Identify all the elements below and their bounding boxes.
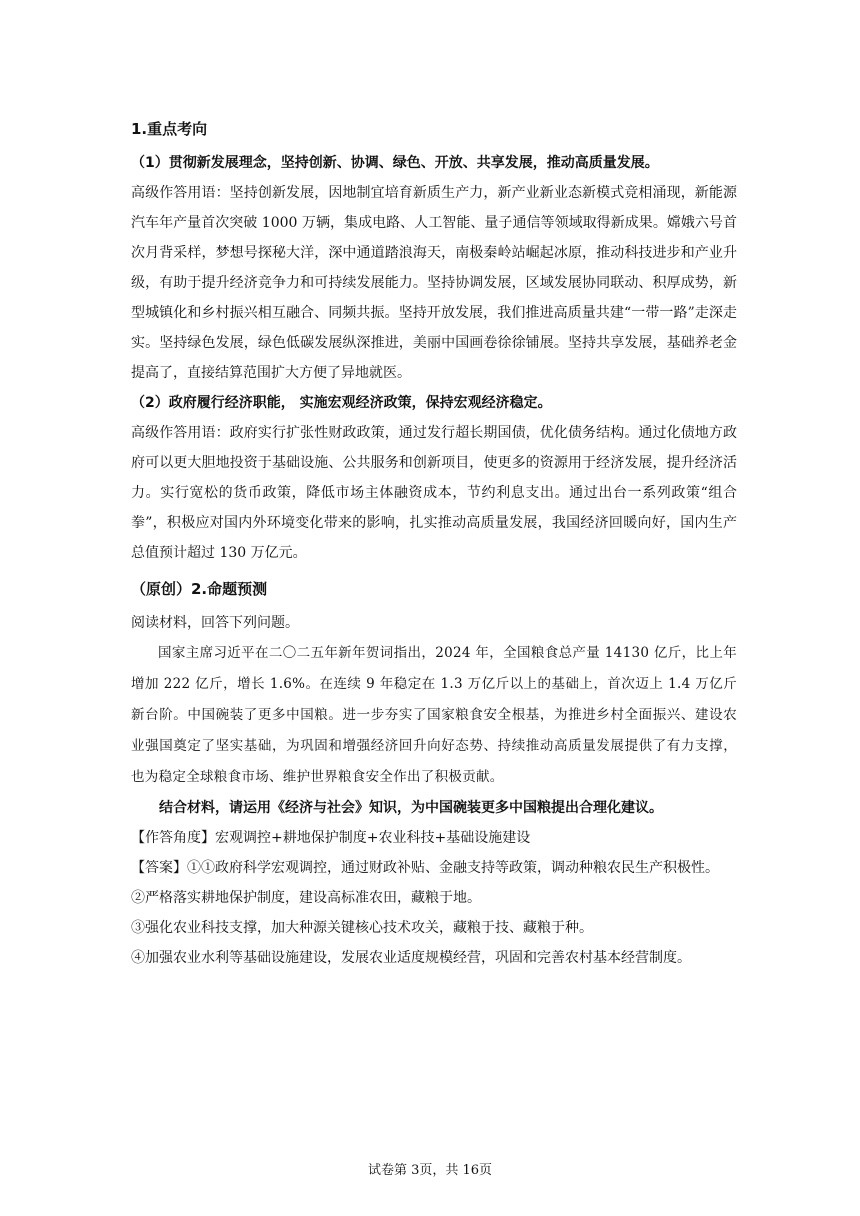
section1-title: 1.重点考向 [131,120,208,138]
answer-item-1: 【答案】①①政府科学宏观调控，通过财政补贴、金融支持等政策，调动种粮农民生产积极性。 [131,860,719,876]
material-text: 国家主席习近平在二〇二五年新年贺词指出，2024 年，全国粮食总产量 14130 亿斤，比上年增加 222 亿斤，增长 1.6%。在连续 9 年稳定在 1.3 万亿斤以上的基础上，首次迈上 1.4 万亿斤新台阶。中国碗装了更多中国粮。进一步夯实了国家粮食安全根基，为推进乡村全面振兴、建设农业强国奠定了坚实基础，为巩固和增强经济回升向好态势、持续推动高质量发展提供了有力支撑，也为稳定全球粮食市场、维护世界粮食安全作出了积极贡献。 [131,645,737,785]
page-footer: 试卷第 3页，共 16页 [367,1163,493,1178]
section2-title: （原创）2.命题预测 [131,580,268,598]
sub2-heading: （2）政府履行经济职能， 实施宏观经济政策，保持宏观经济稳定。 [131,395,552,411]
answer-item-4: ④加强农业水利等基础设施建设，发展农业适度规模经营，巩固和完善农村基本经营制度。 [131,950,691,966]
sub1-text: 高级作答用语：坚持创新发展，因地制宜培育新质生产力，新产业新业态新模式竞相涌现，新能源汽车年产量首次突破 1000 万辆，集成电路、人工智能、量子通信等领域取得新成果。嫦娥六号首次月背采样，梦想号探秘大洋，深中通道踏浪海天，南极秦岭站崛起冰原，推动科技进步和产业升级，有助于提升经济竞争力和可持续发展能力。坚持协调发展，区域发展协同联动、积厚成势，新型城镇化和乡村振兴相互融合、同频共振。坚持开放发展，我们推进高质量共建“一带一路”走深走实。坚持绿色发展，绿色低碳发展纵深推进，美丽中国画卷徐徐铺展。坚持共享发展，基础养老金提高了，直接结算范围扩大方便了异地就医。 [131,185,737,381]
answer-item-2: ②严格落实耕地保护制度，建设高标准农田，藏粮于地。 [131,890,481,906]
answer-item-3: ③强化农业科技支撑，加大种源关键核心技术攻关，藏粮于技、藏粮于种。 [131,920,593,936]
instruction: 阅读材料，回答下列问题。 [131,615,299,631]
sub1-heading: （1）贯彻新发展理念，坚持创新、协调、绿色、开放、共享发展，推动高质量发展。 [131,155,659,171]
answer-angle: 【作答角度】宏观调控+耕地保护制度+农业科技+基础设施建设 [131,830,531,846]
page-content [131,114,737,973]
sub2-text: 高级作答用语：政府实行扩张性财政政策，通过发行超长期国债，优化债务结构。通过化债地方政府可以更大胆地投资于基础设施、公共服务和创新项目，使更多的资源用于经济发展，提升经济活力。实行宽松的货币政策，降低市场主体融资成本，节约利息支出。通过出台一系列政策“组合拳”，积极应对国内外环境变化带来的影响，扎实推动高质量发展，我国经济回暖向好，国内生产总值预计超过 130 万亿元。 [131,425,737,561]
question-text: 结合材料，请运用《经济与社会》知识，为中国碗装更多中国粮提出合理化建议。 [159,800,663,816]
